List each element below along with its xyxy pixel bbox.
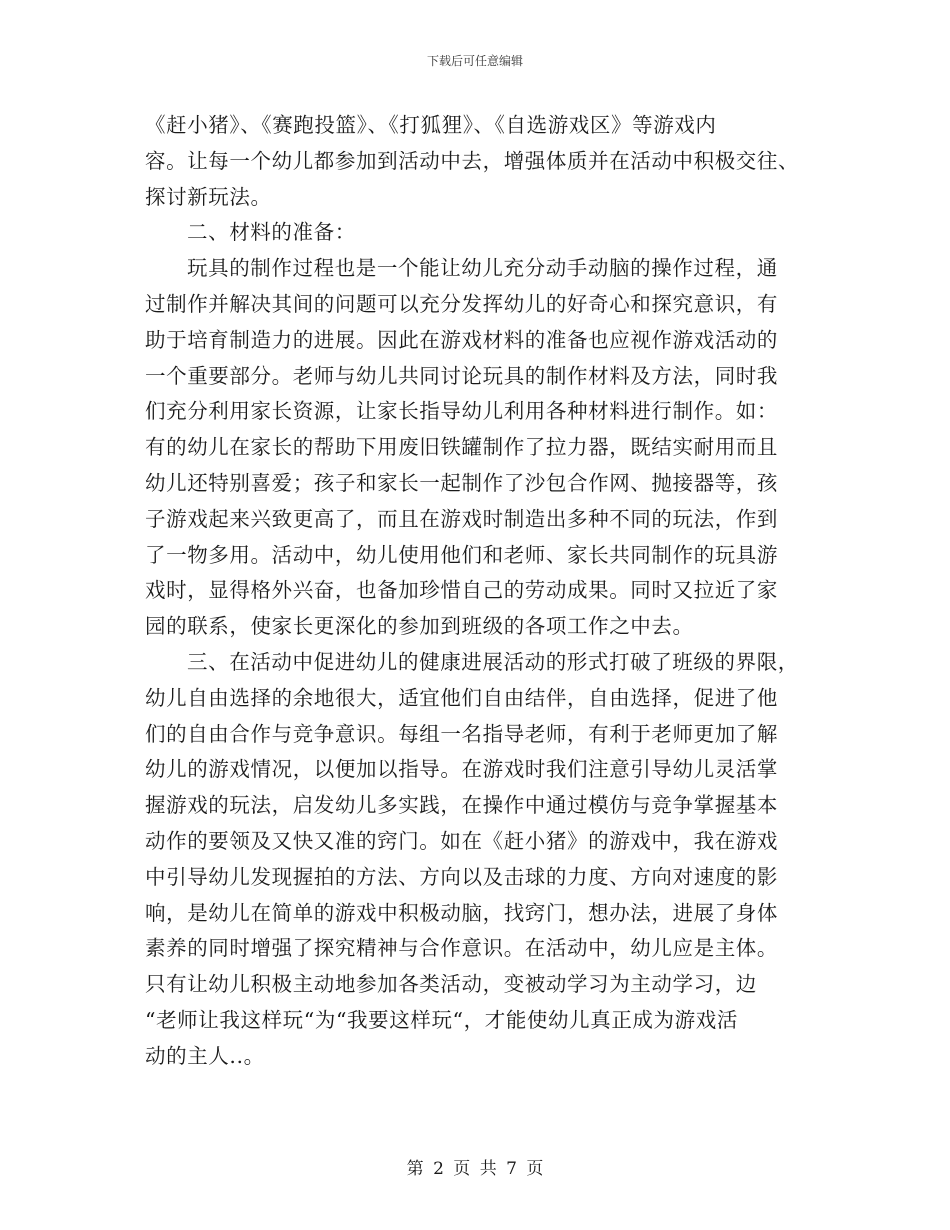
text-line: 握游戏的玩法，启发幼儿多实践，在操作中通过模仿与竞争掌握基本: [145, 793, 778, 818]
text-line: 素养的同时增强了探究精神与合作意识。在活动中，幼儿应是主体。: [145, 936, 778, 961]
document-body: [145, 108, 805, 1075]
text-line: 园的联系，使家长更深化的参加到班级的各项工作之中去。: [145, 614, 694, 639]
text-line: 们的自由合作与竞争意识。每组一名指导老师，有利于老师更加了解: [145, 721, 778, 746]
text-line: 《赶小猪》、《赛跑投篮》、《打狐狸》、《自选游戏区》等游戏内: [145, 113, 717, 137]
section-heading: 二、材料的准备：: [187, 220, 356, 245]
text-line: 过制作并解决其间的问题可以充分发挥幼儿的好奇心和探究意识，有: [145, 291, 778, 316]
text-line: 助于培育制造力的进展。因此在游戏材料的准备也应视作游戏活动的: [145, 327, 778, 352]
text-line: 动作的要领及又快又准的窍门。如在《赶小猪》的游戏中，我在游戏: [145, 828, 778, 853]
text-line: 玩具的制作过程也是一个能让幼儿充分动手动脑的操作过程，通: [187, 256, 778, 281]
text-line: 幼儿的游戏情况，以便加以指导。在游戏时我们注意引导幼儿灵活掌: [145, 757, 778, 782]
page-header: 下载后可任意编辑: [426, 54, 523, 68]
text-line: 戏时，显得格外兴奋，也备加珍惜自己的劳动成果。同时又拉近了家: [145, 578, 778, 603]
text-line: 有的幼儿在家长的帮助下用废旧铁罐制作了拉力器，既结实耐用而且: [145, 435, 778, 460]
text-line: 们充分利用家长资源，让家长指导幼儿利用各种材料进行制作。如：: [145, 399, 778, 424]
text-line: 容。让每一个幼儿都参加到活动中去，增强体质并在活动中积极交往、: [145, 148, 800, 173]
text-line: 一个重要部分。老师与幼儿共同讨论玩具的制作材料及方法，同时我: [145, 363, 778, 388]
text-line: “老师让我这样玩“为“我要这样玩“，才能使幼儿真正成为游戏活: [145, 1007, 738, 1032]
text-line: 动的主人..。: [145, 1043, 265, 1068]
page-number: 第 2 页 共 7 页: [406, 1159, 544, 1179]
text-line: 幼儿自由选择的余地很大，适宜他们自由结伴，自由选择，促进了他: [145, 685, 778, 710]
section-heading: 三、在活动中促进幼儿的健康进展活动的形式打破了班级的界限，: [187, 649, 799, 674]
text-line: 幼儿还特别喜爱；孩子和家长一起制作了沙包合作网、抛接器等，孩: [145, 470, 778, 495]
text-line: 响，是幼儿在简单的游戏中积极动脑，找窍门，想办法，进展了身体: [145, 900, 778, 925]
text-line: 探讨新玩法。: [145, 184, 272, 209]
text-line: 只有让幼儿积极主动地参加各类活动，变被动学习为主动学习，边: [145, 972, 757, 997]
text-line: 了一物多用。活动中，幼儿使用他们和老师、家长共同制作的玩具游: [145, 542, 778, 567]
text-line: 中引导幼儿发现握拍的方法、方向以及击球的力度、方向对速度的影: [145, 864, 778, 889]
text-line: 子游戏起来兴致更高了，而且在游戏时制造出多种不同的玩法，作到: [145, 506, 778, 531]
